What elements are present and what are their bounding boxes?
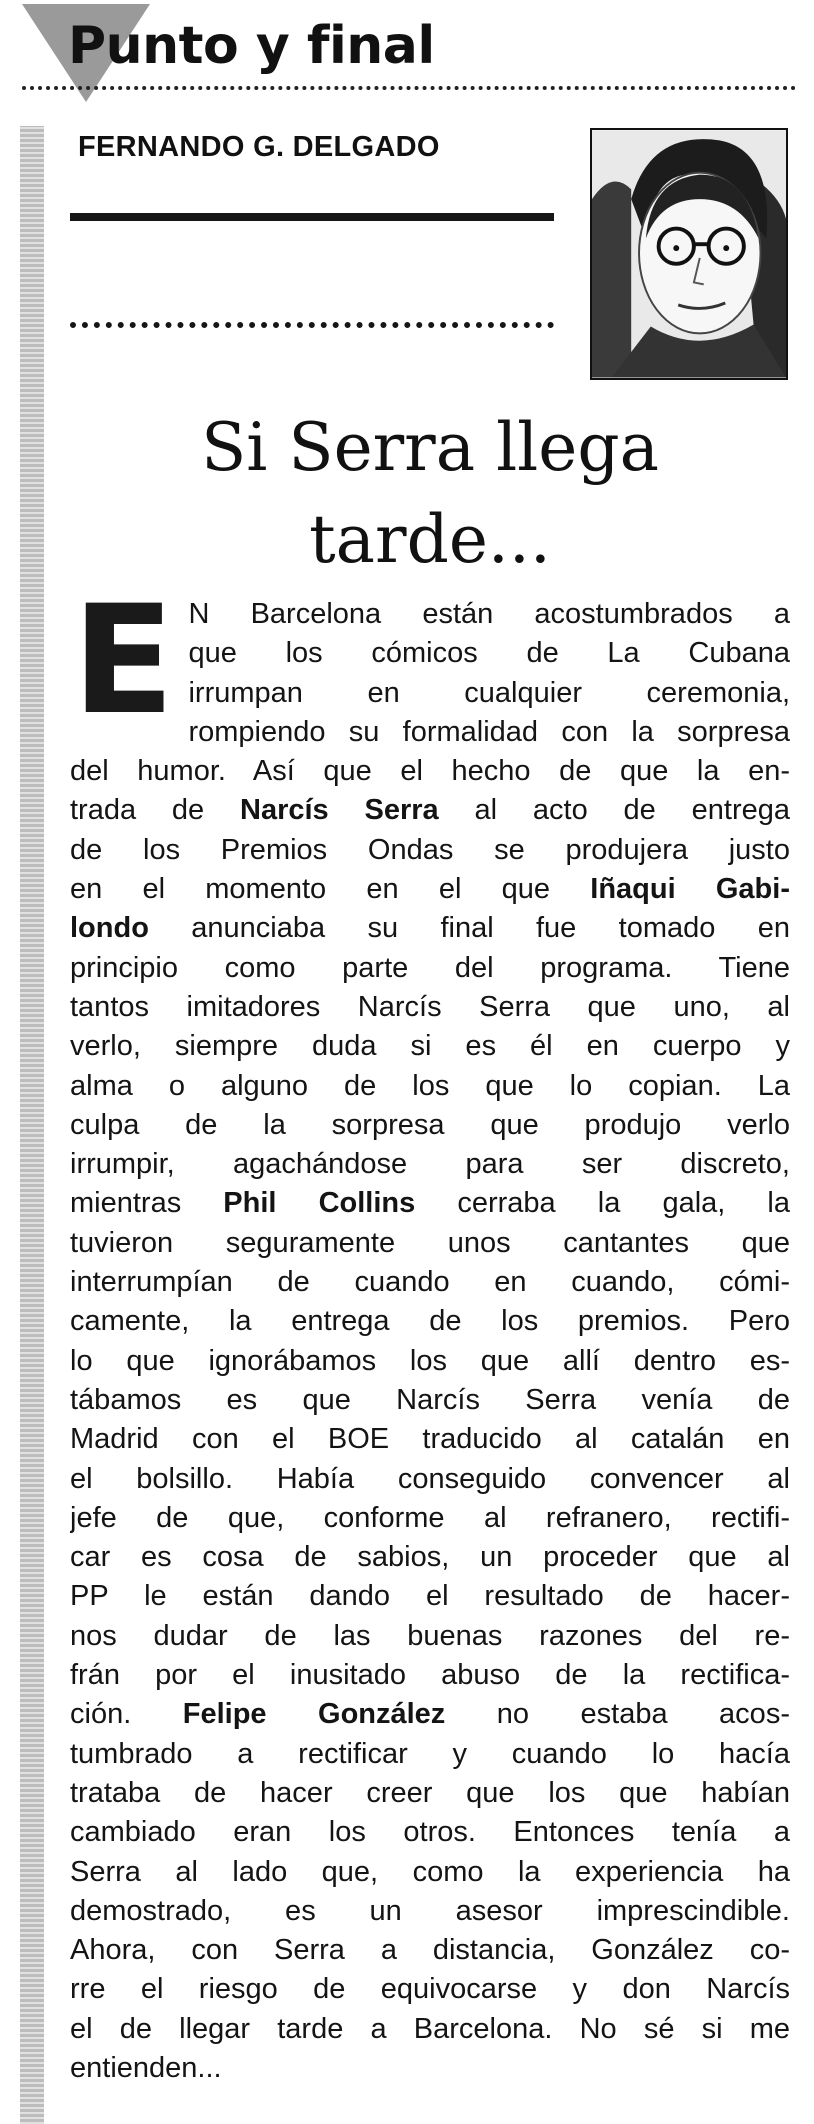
article-line: irrumpan en cualquier ceremonia, [188,676,790,709]
article-line: nos dudar de las buenas razones del re- [70,1619,790,1652]
author-dotted-divider [70,322,554,328]
article-line: Madrid con el BOE traducido al catalán en [70,1423,790,1456]
headline-line-1: Si Serra llega [201,409,659,486]
article-line: ción. Felipe González no estaba acos- [70,1698,790,1731]
article-line: el de llegar tarde a Barcelona. No sé si me [70,2012,790,2045]
article-line: camente, la entrega de los premios. Pero [70,1305,790,1338]
person-name: Felipe González [182,1698,446,1731]
left-margin-rule [20,126,44,2124]
article-text [70,574,790,2088]
article-line: demostrado, es un asesor imprescindible. [70,1894,790,1927]
headline-line-2: tarde... [309,501,551,578]
article-line: de los Premios Ondas se produjera justo [70,833,790,866]
person-name: Iñaqui Gabi- [590,873,790,906]
author-portrait [590,128,788,380]
header-dotted-divider [22,86,796,90]
person-name: Phil Collins [223,1187,416,1220]
article-line: principio como parte del programa. Tiene [70,951,790,984]
article-line: frán por el inusitado abuso de la rectifica- [70,1659,790,1692]
article-line: rompiendo su formalidad con la sorpresa [188,715,790,748]
article-line: jefe de que, conforme al refranero, rectifi- [70,1501,790,1534]
article-line: londo anunciaba su final fue tomado en [70,912,790,945]
article-line: Ahora, con Serra a distancia, González co- [70,1934,790,1967]
article-line: alma o alguno de los que lo copian. La [70,1069,790,1102]
portrait-image [592,130,786,378]
article-line: tumbrado a rectificar y cuando lo hacía [70,1737,790,1770]
article-line: cambiado eran los otros. Entonces tenía a [70,1816,790,1849]
article-line: lo que ignorábamos los que allí dentro es- [70,1344,790,1377]
article-line: tuvieron seguramente unos cantantes que [70,1226,790,1259]
person-name: Narcís Serra [240,794,439,827]
headline [70,402,790,586]
article-line: del humor. Así que el hecho de que la en- [70,755,790,788]
person-name: londo [70,912,149,945]
article-line: culpa de la sorpresa que produjo verlo [70,1108,790,1141]
article-body [70,574,790,2088]
author-name: FERNANDO G. DELGADO [78,131,440,163]
article-line: en el momento en el que Iñaqui Gabi- [70,873,790,906]
article-line: interrumpían de cuando en cuando, cómi- [70,1266,790,1299]
article-line: entienden... [70,2051,222,2084]
article-line: trada de Narcís Serra al acto de entrega [70,794,790,827]
author-divider [70,213,554,221]
article-line: Serra al lado que, como la experiencia ha [70,1855,790,1888]
article-line: PP le están dando el resultado de hacer- [70,1580,790,1613]
section-title: Punto y final [68,16,435,76]
article-line: tantos imitadores Narcís Serra que uno, al [70,990,790,1023]
article-line: N Barcelona están acostumbrados a [188,598,790,630]
article-line: irrumpir, agachándose para ser discreto, [70,1148,790,1181]
article-line: car es cosa de sabios, un proceder que al [70,1541,790,1574]
article-line: trataba de hacer creer que los que habían [70,1776,790,1809]
article-line: rre el riesgo de equivocarse y don Narcís [70,1973,790,2006]
article-line: tábamos es que Narcís Serra venía de [70,1383,790,1416]
article-line: el bolsillo. Había conseguido convencer al [70,1462,790,1495]
drop-cap: E [72,574,175,748]
article-line: que los cómicos de La Cubana [188,637,790,670]
article-line: verlo, siempre duda si es él en cuerpo y [70,1030,790,1063]
article-line: mientras Phil Collins cerraba la gala, la [70,1187,790,1220]
